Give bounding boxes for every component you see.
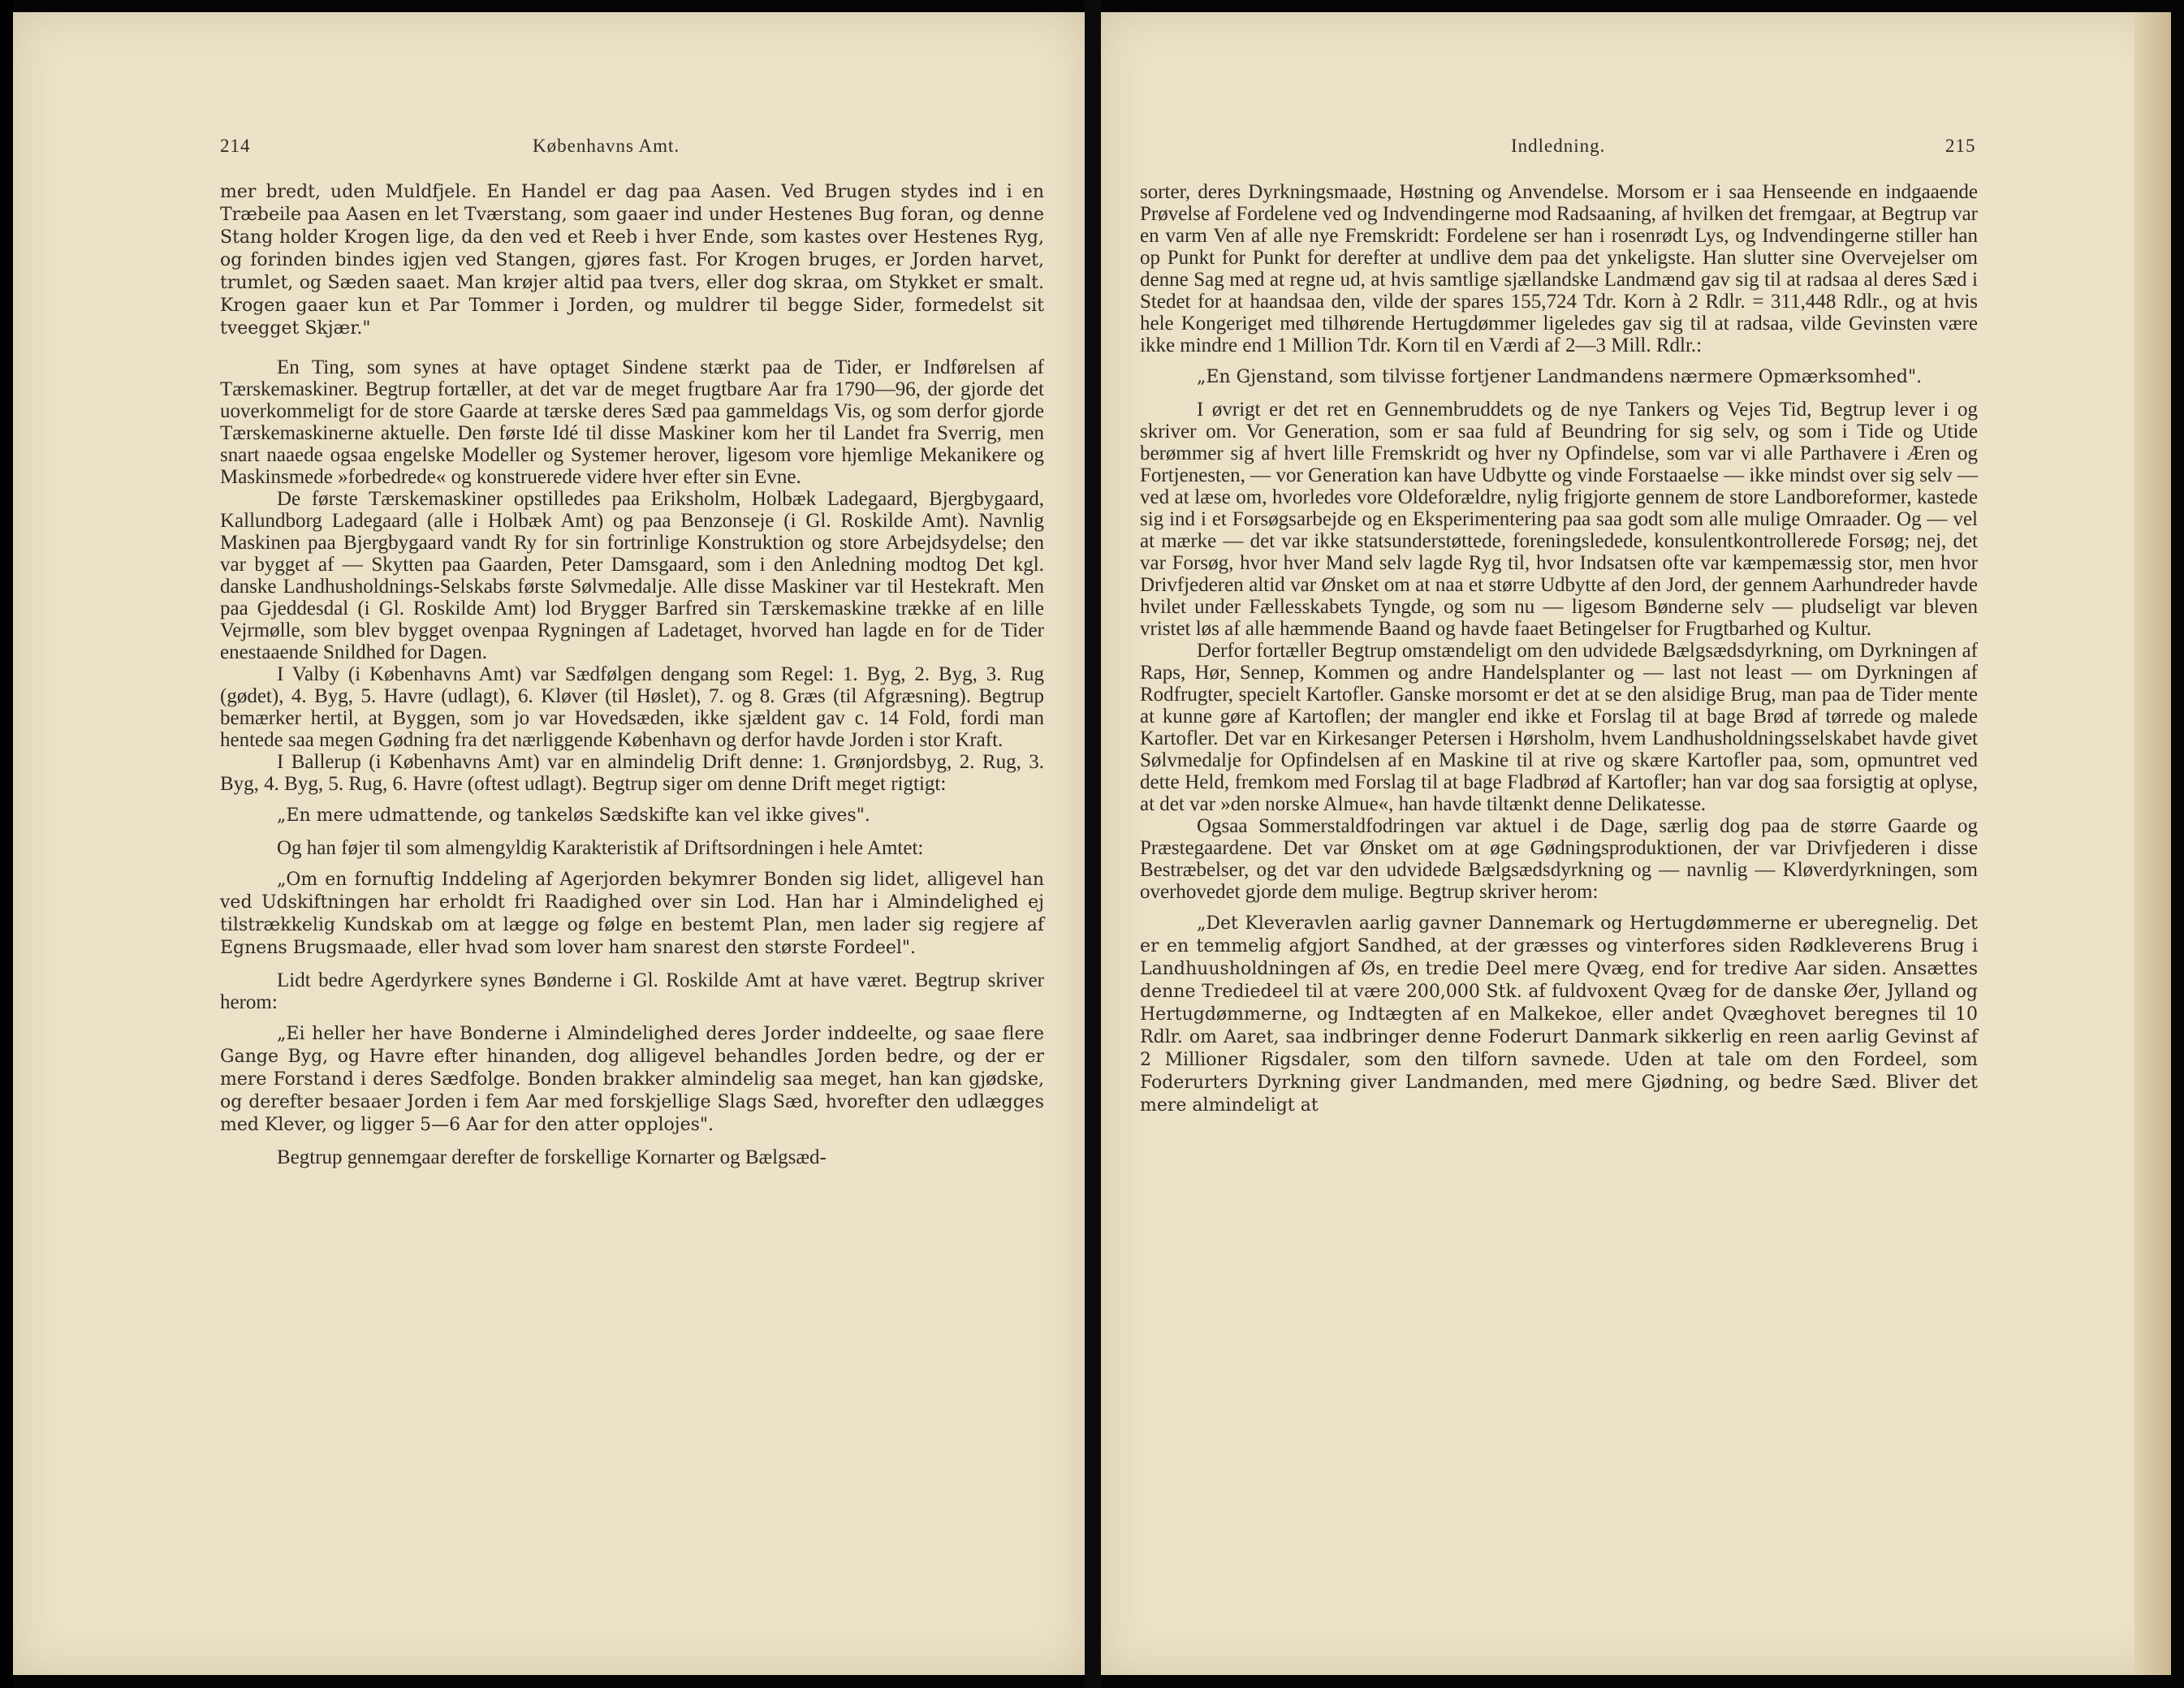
right-page — [1101, 12, 2171, 1675]
quote-paragraph: „Det Kleveravlen aarlig gavner Dannemark og Hertugdømmerne er uberegnelig. Det er en temmelig afgjort Sandhed, at der græsses og vinterfores siden Rødkleverens Brug i Landhuusholdningen af Øs, en tredie Deel mere Qvæg, end for tredive Aar siden. Ansættes denne Trediedeel til at være 200,000 Stk. af fuldvoxent Qvæg for de danske Øer, Jylland og Hertugdømmerne, og Indtægten af en Malkekoe, eller andet Qvæghovet beregnes til 10 Rdlr. om Aaret, saa indbringer denne Foderurt Danmark sikkerlig en reen aarlig Gevinst af 2 Millioner Rigsdaler, som den tilforn savnede. Uden at tale om den Fordeel, som Foderurters Dyrkning giver Landmanden, med mere Gjødning, og bedre Sæd. Bliver det mere almindeligt at — [1140, 913, 1978, 1116]
quote-paragraph: „Ei heller her have Bonderne i Almindelighed deres Jorder inddeelte, og saae flere Gange Byg, og Havre efter hinanden, dog alligevel behandles Jorden bedre, og der er mere Forstand i deres Sædfolge. Bonden brakker almindelig saa meget, han kan gjødske, og derefter besaaer Jorden i fem Aar med forskjellige Slags Sæd, hvorefter den udlægges med Klever, og ligger 5—6 Aar for den atter opplojes". — [220, 1024, 1044, 1135]
left-page — [13, 12, 1085, 1675]
body-paragraph: Og han føjer til som almengyldig Karakteristik af Driftsordningen i hele Amtet: — [277, 837, 924, 859]
body-paragraph: En Ting, som synes at have optaget Sindene stærkt paa de Tider, er Indførelsen af Tærskemaskiner. Begtrup fortæller, at det var de meget frugtbare Aar fra 1790—96, der gjorde det uoverkommeligt for de store Gaarde at tærske deres Sæd paa gammeldags Vis, og som derfor gjorde Tærskemaskinerne aktuelle. Den første Idé til disse Maskiner kom her til Landet fra Sverrig, men snart naaede ogsaa engelske Modeller og Systemer herover, ligesom vore hjemlige Mekanikere og Maskinsmede »forbedrede« og konstruerede videre hver efter sin Evne. — [220, 356, 1044, 488]
body-paragraph: sorter, deres Dyrkningsmaade, Høstning og Anvendelse. Morsom er i saa Henseende en indgaaende Prøvelse af Fordelene ved og Indvendingerne mod Radsaaning, af hvilken det fremgaar, at Begtrup var en varm Ven af alle nye Fremskridt: Fordelene ser han i rosenrødt Lys, og Indvendingerne stiller han op Punkt for Punkt for derefter at undlive dem paa det ynkeligste. Han slutter sine Overvejelser om denne Sag med at regne ud, at hvis samtlige sjællandske Landmænd gav sig til at radsaa al deres Sæd i Stedet for at haandsaa den, vilde der spares 155,724 Tdr. Korn à 2 Rdlr. = 311,448 Rdlr., og at hvis hele Kongeriget med tilhørende Hertugdømmer ligeledes gav sig til at radsaa, vilde Gevinsten være ikke mindre end 1 Million Tdr. Korn til en Værdi af 2—3 Mill. Rdlr.: — [1140, 181, 1978, 356]
body-paragraph: De første Tærskemaskiner opstilledes paa Eriksholm, Holbæk Ladegaard, Bjergbygaard, Kallundborg Ladegaard (alle i Holbæk Amt) og paa Benzonseje (i Gl. Roskilde Amt). Navnlig Maskinen paa Bjergbygaard vandt Ry for sin fortrinlige Konstruktion og store Arbejdsydelse; den var bygget af — Skytten paa Gaarden, Peter Damsgaard, som i den Anledning modtog Det kgl. danske Landhusholdnings-Selskabs første Sølvmedalje. Alle disse Maskiner var til Hestekraft. Men paa Gjeddesdal (i Gl. Roskilde Amt) lod Brygger Barfred sin Tærskemaskine trække af en lille Vejrmølle, som blev bygget ovenpaa Rygningen af Ladetaget, hvorved han lagde en for de Tider enestaaende Snildhed for Dagen. — [220, 488, 1044, 663]
running-title: Københavns Amt. — [533, 136, 680, 156]
page-number: 215 — [1945, 136, 1976, 156]
quote-paragraph: „En Gjenstand, som tilvisse fortjener Landmandens nærmere Opmærksomhed". — [1197, 367, 1923, 387]
body-paragraph: I øvrigt er det ret en Gennembruddets og de nye Tankers og Vejes Tid, Begtrup lever i og skriver om. Vor Generation, som er saa fuld af Beundring for sig selv, og som i Tide og Utide berømmer sig af hvert lille Fremskridt og hver ny Opfindelse, som var vi alle Parthavere i Æren og Fortjenesten, — vor Generation kan have Udbytte og vinde Forstaaelse — ikke mindst over sig selv — ved at læse om, hvorledes vore Oldeforældre, nylig frigjorte gennem de store Landboreformer, kastede sig ind i et Forsøgsarbejde og en Eksperimentering paa saa godt som alle mulige Omraader. Og — vel at mærke — det var ikke statsunderstøttede, foreningsledede, konsulentkontrollerede Forsøg; nej, det var Forsøg, hvor hver Mand selv lagde Ryg til, hvor Indsatsen ofte var kæmpemæssig stor, men hvor Drivfjederen altid var Ønsket om at naa et større Udbytte af den Jord, der gennem Aarhundreder havde hvilet under Fællesskabets Tyngde, og som nu — ligesom Bønderne selv — pludseligt var bleven vristet løs af alle hæmmende Baand og havde faaet Betingelser for Frugtbarhed og Kultur. — [1140, 399, 1978, 640]
page-body — [1140, 181, 1978, 1117]
page-number: 214 — [220, 136, 251, 156]
page-body — [220, 181, 1044, 1168]
book-gutter — [1085, 0, 1101, 1688]
scan-left-edge — [0, 0, 13, 1688]
running-title: Indledning. — [1511, 136, 1606, 156]
body-paragraph: Begtrup gennemgaar derefter de forskellige Kornarter og Bælgsæd- — [277, 1146, 827, 1168]
body-paragraph: Ogsaa Sommerstaldfodringen var aktuel i de Dage, særlig dog paa de større Gaarde og Præstegaardene. Det var Ønsket om at øge Gødningsproduktionen, der var Drivfjederen i disse Bestræbelser, og det var den udvidede Bælgsædsdyrkning og — navnlig — Kløverdyrkningen, som overhovedet gjorde dem mulige. Begtrup skriver herom: — [1140, 815, 1978, 903]
body-paragraph: I Valby (i Københavns Amt) var Sædfølgen dengang som Regel: 1. Byg, 2. Byg, 3. Rug (gødet), 4. Byg, 5. Havre (udlagt), 6. Kløver (til Høslet), 7. og 8. Græs (til Afgræsning). Begtrup bemærker hertil, at Byggen, som jo var Hovedsæden, ikke sjældent gav c. 14 Fold, fordi man hentede saa megen Gødning fra det nærliggende København og derfor havde Jorden i stor Kraft. — [220, 663, 1044, 751]
body-paragraph: I Ballerup (i Københavns Amt) var en almindelig Drift denne: 1. Grønjordsbyg, 2. Rug, 3. Byg, 4. Byg, 5. Rug, 6. Havre (oftest udlagt). Begtrup siger om denne Drift meget rigtigt: — [220, 751, 1044, 795]
body-paragraph: Derfor fortæller Begtrup omstændeligt om den udvidede Bælgsædsdyrkning, om Dyrkningen af Raps, Hør, Sennep, Kommen og andre Handelsplanter og — last not least — om Dyrkningen af Rodfrugter, specielt Kartofler. Ganske morsomt er det at se den alsidige Brug, man paa de Tider mente at kunne gøre af Kartoflen; der mangler end ikke et Forslag til at bage Brød af tørrede og malede Kartofler. Det var en Kirkesanger Petersen i Hørsholm, hvem Landhusholdningsselskabet havde givet Sølvmedalje for Opfindelsen af en Maskine til at rive og skære Kartofler paa, som, opmuntret ved dette Held, fremkom med Forslag til at bage Fladbrød af Kartofler; han var dog saa forsigtig at oplyse, at det var »den norske Almue«, han havde tiltænkt denne Delikatesse. — [1140, 640, 1978, 815]
body-paragraph: Lidt bedre Agerdyrkere synes Bønderne i Gl. Roskilde Amt at have været. Begtrup skriver herom: — [220, 969, 1044, 1013]
quote-paragraph: „Om en fornuftig Inddeling af Agerjorden bekymrer Bonden sig lidet, alligevel han ved Udskiftningen har erholdt fri Raadighed over sin Lod. Han har i Almindelighed ej tilstrækkelig Kundskab om at lægge og følge en bestemt Plan, men lader sig regjere af Egnens Brugsmaade, eller hvad som lover ham snarest den største Fordeel". — [220, 870, 1044, 958]
page-edge-shadow — [2134, 12, 2171, 1675]
quote-paragraph: „En mere udmattende, og tankeløs Sædskifte kan vel ikke gives". — [277, 805, 870, 826]
quote-paragraph: mer bredt, uden Muldfjele. En Handel er dag paa Aasen. Ved Brugen stydes ind i en Træbeile paa Aasen en let Tværstang, som gaaer ind under Hestenes Bug foran, og denne Stang holder Krogen lige, da den ved et Reeb i hver Ende, som kastes over Hestenes Ryg, og forinden bindes igjen ved Stangen, gjøres fast. For Krogen bruges, er Jorden harvet, trumlet, og Sæden saaet. Man krøjer altid paa tvers, eller dog skraa, om Stykket er smalt. Krogen gaaer kun et Par Tommer i Jorden, og muldrer til begge Sider, formedelst sit tveegget Skjær." — [220, 182, 1044, 339]
